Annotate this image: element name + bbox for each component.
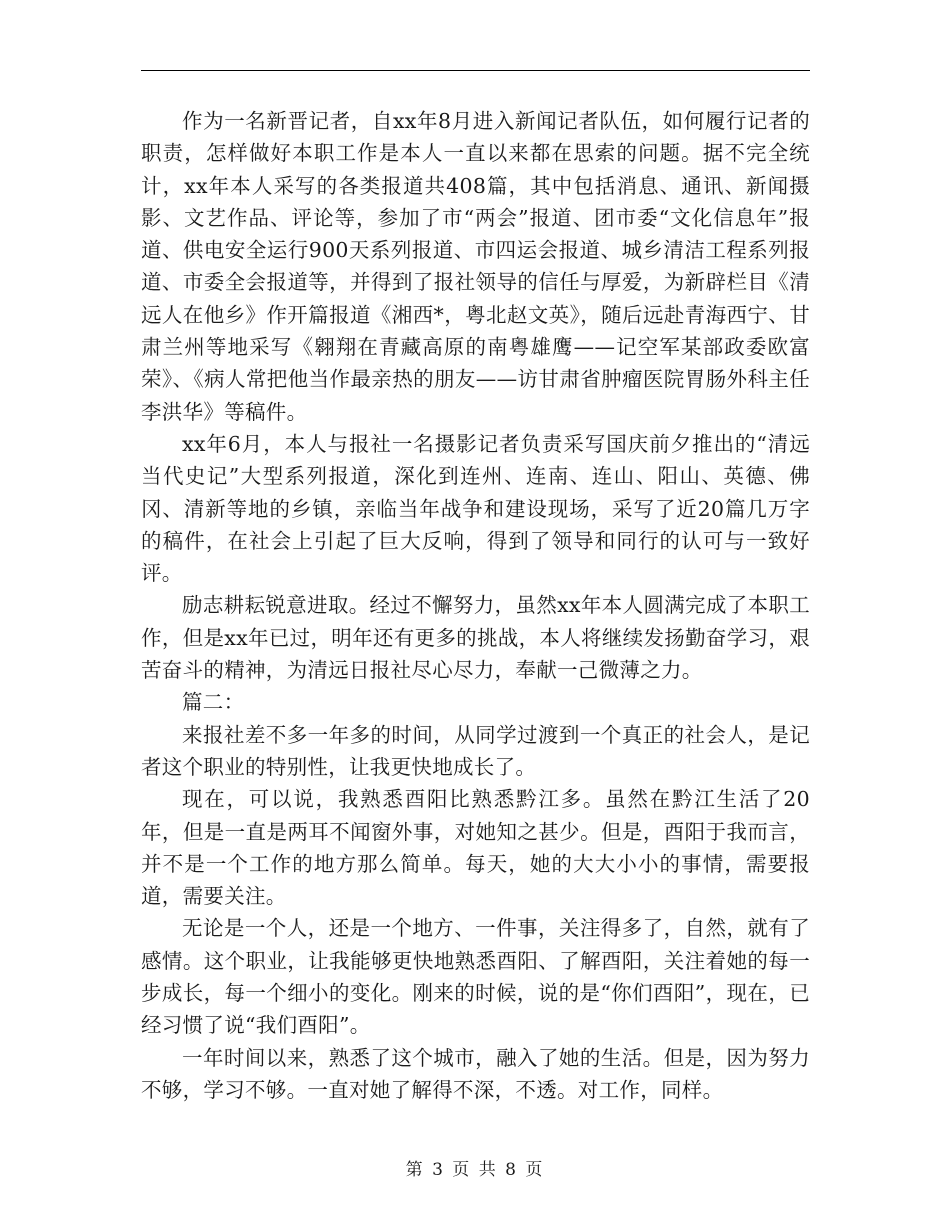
paragraph: 无论是一个人，还是一个地方、一件事，关注得多了，自然，就有了感情。这个职业，让我能够更快地熟悉酉阳、了解酉阳，关注着她的每一步成长，每一个细小的变化。刚来的时候，说的是“你们酉阳”，现在，已经习惯了说“我们酉阳”。	[141, 916, 810, 1038]
paragraph: 现在，可以说，我熟悉酉阳比熟悉黔江多。虽然在黔江生活了20年，但是一直是两耳不闻窗外事，对她知之甚少。但是，酉阳于我而言，并不是一个工作的地方那么简单。每天，她的大大小小的事情，需要报道，需要关注。	[141, 787, 810, 909]
document-body	[141, 105, 810, 1106]
paragraph: 一年时间以来，熟悉了这个城市，融入了她的生活。但是，因为努力不够，学习不够。一直对她了解得不深，不透。对工作，同样。	[141, 1045, 810, 1102]
paragraph: xx年6月，本人与报社一名摄影记者负责采写国庆前夕推出的“清远当代史记”大型系列报道，深化到连州、连南、连山、阳山、英德、佛冈、清新等地的乡镇，亲临当年战争和建设现场，采写了近20篇几万字的稿件，在社会上引起了巨大反响，得到了领导和同行的认可与一致好评。	[141, 431, 810, 586]
header-divider	[141, 70, 810, 71]
paragraph: 作为一名新晋记者，自xx年8月进入新闻记者队伍，如何履行记者的职责，怎样做好本职工作是本人一直以来都在思索的问题。据不完全统计，xx年本人采写的各类报道共408篇，其中包括消息、通讯、新闻摄影、文艺作品、评论等，参加了市“两会”报道、团市委“文化信息年”报道、供电安全运行900天系列报道、市四运会报道、城乡清洁工程系列报道、市委全会报道等，并得到了报社领导的信任与厚爱，为新辟栏目《清远人在他乡》作开篇报道《湘西*，粤北赵文英》，随后远赴青海西宁、甘肃兰州等地采写《翱翔在青藏高原的南粤雄鹰——记空军某部政委欧富荣》、《病人常把他当作最亲热的朋友——访甘肃省肿瘤医院胃肠外科主任李洪华》等稿件。	[141, 109, 810, 424]
paragraph: 来报社差不多一年多的时间，从同学过渡到一个真正的社会人，是记者这个职业的特别性，让我更快地成长了。	[141, 722, 810, 779]
paragraph: 励志耕耘锐意进取。经过不懈努力，虽然xx年本人圆满完成了本职工作，但是xx年已过，明年还有更多的挑战，本人将继续发扬勤奋学习，艰苦奋斗的精神，为清远日报社尽心尽力，奉献一己微薄之力。	[141, 593, 810, 683]
section-heading: 篇二：	[182, 690, 245, 715]
page-number: 第 3 页 共 8 页	[405, 1160, 545, 1180]
